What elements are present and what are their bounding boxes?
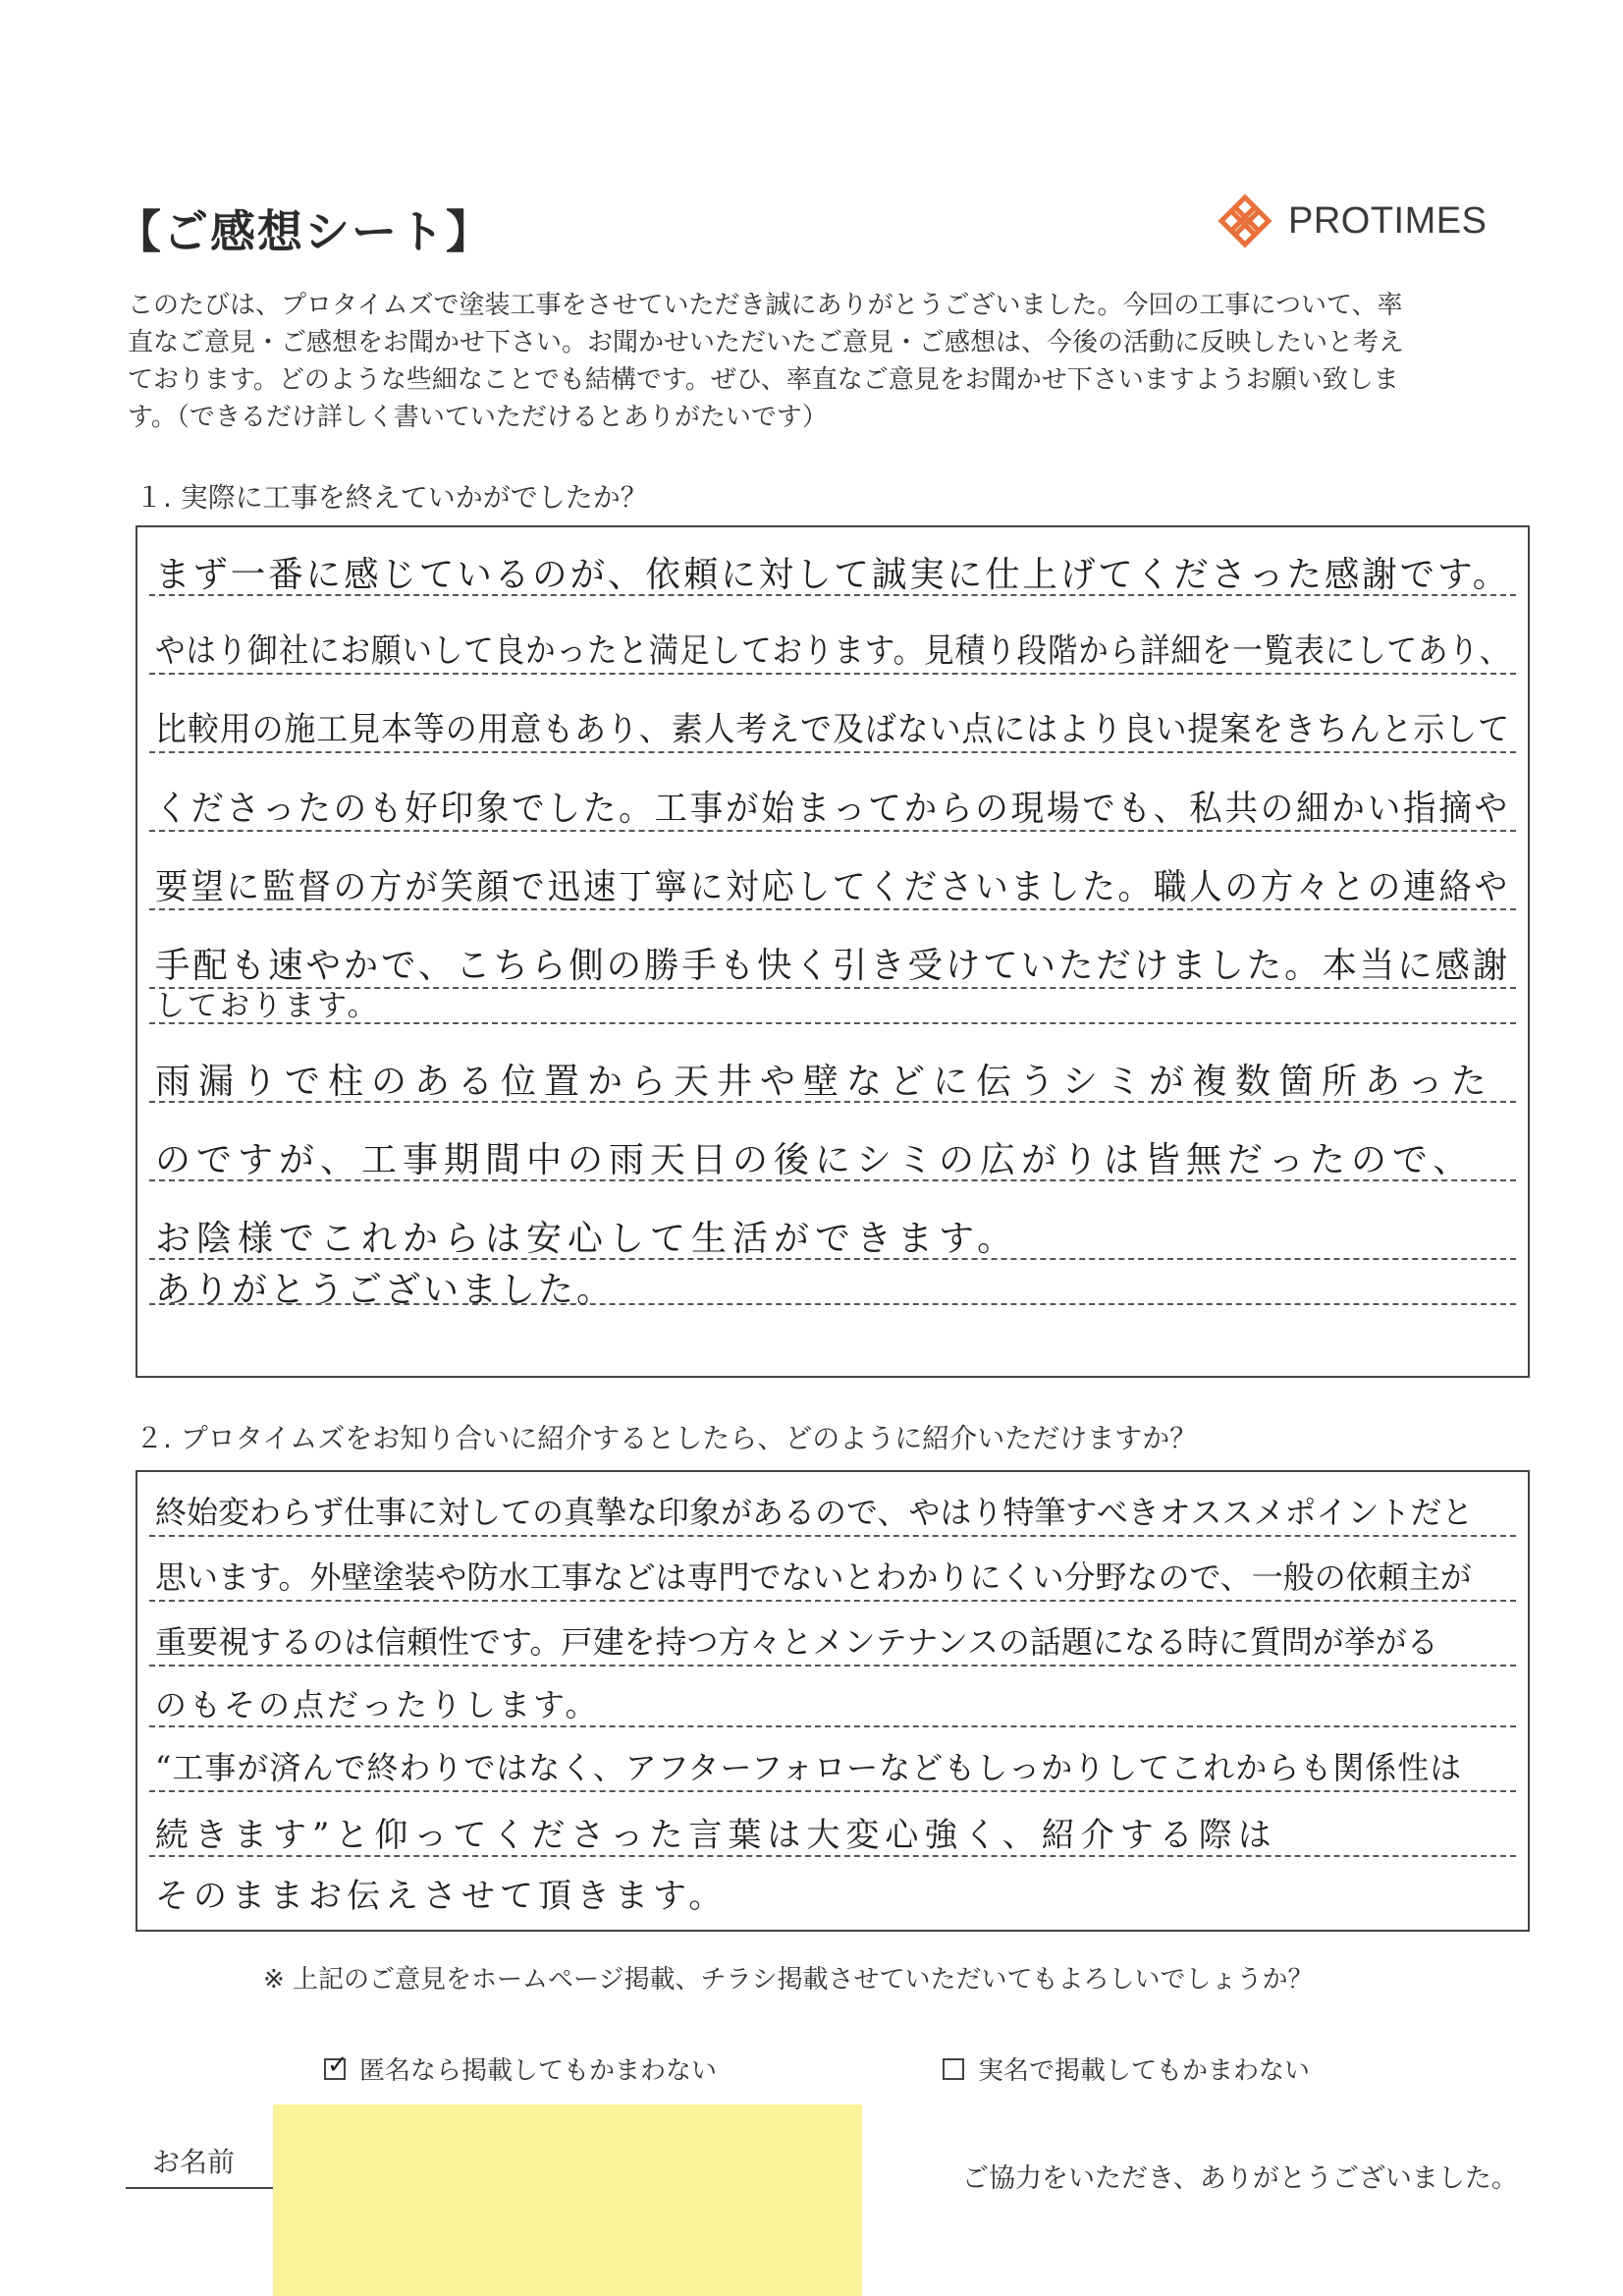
handwritten-line: 比較用の施工見本等の用意もあり、素人考えで及ばない点にはより良い提案をきちんと示して (155, 710, 1510, 749)
answer-rule (149, 1790, 1516, 1792)
handwritten-line: のですが、工事期間中の雨天日の後にシミの広がりは皆無だったので、 (155, 1140, 1475, 1180)
handwritten-line: 手配も速やかで、こちら側の勝手も快く引き受けていただけました。本当に感謝 (155, 946, 1511, 986)
publication-consent-note: ※ 上記のご意見をホームページ掲載、チラシ掲載させていただいてもよろしいでしょうか？ (263, 1965, 1314, 1995)
answer-rule (149, 751, 1516, 753)
handwritten-line: お陰様でこれからは安心して生活ができます。 (155, 1219, 1019, 1259)
name-underline (126, 2187, 275, 2189)
answer-rule (149, 1535, 1516, 1537)
handwritten-line: 続きます”と仰ってくださった言葉は大変心強く、紹介する際は (155, 1816, 1277, 1855)
question-1-label: １. 実際に工事を終えていかがでしたか？ (135, 481, 648, 514)
intro-line: このたびは、プロタイムズで塗装工事をさせていただき誠にありがとうございました。今回の工事について、率 (128, 291, 1403, 320)
name-redaction (273, 2105, 862, 2296)
handwritten-line: 重要視するのは信頼性です。戸建を持つ方々とメンテナンスの話題になる時に質問が挙がる (155, 1623, 1438, 1661)
intro-line: ております。どのような些細なことでも結構です。ぜひ、率直なご意見をお聞かせ下さいますようお願い致しま (128, 365, 1399, 395)
handwritten-line: 雨漏りで柱のある位置から天井や壁などに伝うシミが複数箇所あった (155, 1062, 1494, 1102)
handwritten-line: 終始変わらず仕事に対しての真摯な印象があるので、やはり特筆すべきオススメポイントだと (155, 1494, 1474, 1531)
brand-logo (1210, 187, 1524, 255)
handwritten-line: “工事が済んで終わりではなく、アフターフォローなどもしっかりしてこれからも関係性は (155, 1749, 1463, 1786)
handwritten-line: のもその点だったりします。 (155, 1686, 600, 1723)
handwritten-line: やはり御社にお願いして良かったと満足しております。見積り段階から詳細を一覧表にしてあり、 (155, 631, 1511, 671)
protimes-logo-icon (1210, 186, 1280, 256)
handwritten-line: ありがとうございました。 (155, 1270, 616, 1310)
answer-rule (149, 673, 1516, 675)
handwritten-line: 要望に監督の方が笑顔で迅速丁寧に対応してくださいました。職人の方々との連絡や (155, 867, 1511, 907)
handwritten-line: くださったのも好印象でした。工事が始まってからの現場でも、私共の細かい指摘や (155, 789, 1511, 829)
page-title: 【ご感想シート】 (116, 205, 493, 258)
logo-text: PROTIMES (1288, 199, 1488, 242)
question-1-answer-box (135, 525, 1530, 1378)
handwritten-line: しております。 (155, 989, 380, 1023)
anonymous-option-label: 匿名なら掲載してもかまわない (359, 2056, 718, 2086)
realname-option[interactable] (943, 2050, 1310, 2087)
handwritten-line: そのままお伝えさせて頂きます。 (155, 1877, 728, 1916)
answer-rule (149, 1725, 1516, 1727)
intro-text (128, 287, 1522, 436)
question-2-label: ２. プロタイムズをお知り合いに紹介するとしたら、どのように紹介いただけますか？ (135, 1422, 1198, 1454)
anonymous-option[interactable] (324, 2050, 717, 2087)
name-label: お名前 (152, 2146, 236, 2178)
handwritten-line: まず一番に感じているのが、依頼に対して誠実に仕上げてくださった感謝です。 (155, 555, 1511, 595)
realname-option-label: 実名で掲載してもかまわない (978, 2056, 1311, 2086)
answer-rule (149, 1600, 1516, 1602)
realname-checkbox[interactable] (943, 2058, 964, 2080)
thanks-message: ご協力をいただき、ありがとうございました。 (962, 2163, 1518, 2194)
question-2-answer-box (135, 1470, 1530, 1932)
intro-line: 直なご意見・ご感想をお聞かせ下さい。お聞かせいただいたご意見・ご感想は、今後の活動に反映したいと考え (128, 328, 1405, 357)
checkmark-icon: ✓ (327, 2050, 349, 2080)
intro-line: す。（できるだけ詳しく書いていただけるとありがたいです） (128, 403, 828, 432)
handwritten-line: 思います。外壁塗装や防水工事などは専門でないとわかりにくい分野なので、一般の依頼主が (155, 1558, 1472, 1596)
answer-rule (149, 1665, 1516, 1667)
anonymous-checkbox[interactable] (324, 2050, 349, 2080)
